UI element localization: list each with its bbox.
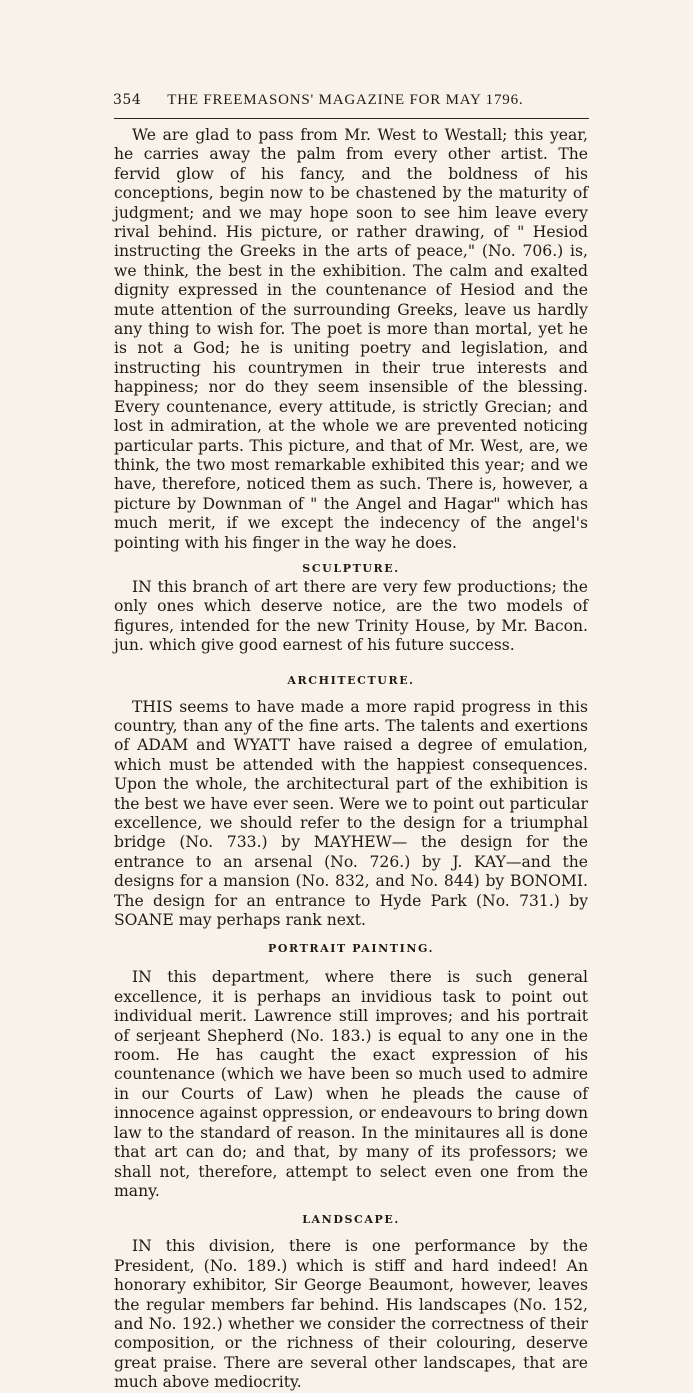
paragraph-portrait-painting: IN this department, where there is such general excellence, it is perhaps an invidious task to point out individual merit. Lawrence still improves; and his portrait of serjeant Shepherd (No. 183.) is equal to any one in the room. He has caught the exact expression of his countenance (which we have been so much used to admire in our Courts of Law) when he pleads the cause of innocence against oppression, or endeavours to bring down law to the standard of reason. In the minitaures all is done that art can do; and that, by many of its professors; we shall not, therefore, attempt to select even one from the many. [114,968,588,1200]
header-rule [114,118,589,119]
paragraph-architecture: THIS seems to have made a more rapid progress in this country, than any of the fine arts. The talents and exertions of ADAM and WYATT have raised a degree of emulation, which must be attended with the happiest consequences. Upon the whole, the architectural part of the exhibition is the best we have ever seen. Were we to point out particular excellence, we should refer to the design for a triumphal bridge (No. 733.) by MAYHEW— the design for the entrance to an arsenal (No. 726.) by J. KAY—and the designs for a mansion (No. 832, and No. 844) by BONOMI. The design for an entrance to Hyde Park (No. 731.) by SOANE may perhaps rank next. [114,697,588,930]
page-number: 354 [113,92,142,108]
paragraph-sculpture: IN this branch of art there are very few productions; the only ones which deserve notice, are the two models of figures, intended for the new Trinity House, by Mr. Bacon. jun. which give good earnest of his future success. [114,577,588,655]
section-heading-sculpture: SCULPTURE. [302,561,400,575]
paragraph-landscape: IN this division, there is one performance by the President, (No. 189.) which is stiff and hard indeed! An honorary exhibitor, Sir George Beaumont, however, leaves the regular members far behind. His landscapes (No. 152, and No. 192.) whether we consider the correctness of their composition, or the richness of their colouring, deserve great praise. There are several other landscapes, that are much above mediocrity. [114,1237,588,1392]
running-title: THE FREEMASONS' MAGAZINE FOR MAY 1796. [167,92,524,108]
section-spacer [114,690,588,698]
paragraph-westall: We are glad to pass from Mr. West to Westall; this year, he carries away the palm from every other artist. The fervid glow of his fancy, and the boldness of his conceptions, begin now to be chastened by the maturity of judgment; and we may hope soon to see him leave every rival behind. His picture, or rather drawing, of " Hesiod instructing the Greeks in the arts of peace," (No. 706.) is, we think, the best in the exhibition. The calm and exalted dignity expressed in the countenance of Hesiod and the mute attention of the surrounding Greeks, leave us hardly any thing to wish for. The poet is more than mortal, yet he is not a God; he is uniting poetry and legislation, and instructing his countrymen in their true interests and happiness; nor do they seem insensible of the blessing. Every countenance, every attitude, is strictly Grecian; and lost in admiration, at the whole we are prevented noticing particular parts. This picture, and that of Mr. West, are, we think, the two most remarkable exhibited this year; and we have, therefore, noticed them as such. There is, however, a picture by Downman of " the Angel and Hagar" which has much merit, if we except the indecency of the angel's pointing with his finger in the way he does. [114,126,588,552]
section-heading-architecture: ARCHITECTURE. [287,673,415,687]
section-heading-landscape: LANDSCAPE. [302,1213,400,1227]
section-spacer [114,1229,588,1237]
article-body [114,126,588,1393]
page-header [113,92,593,114]
section-heading-portrait-painting: PORTRAIT PAINTING. [267,942,435,956]
section-spacer [114,958,588,968]
